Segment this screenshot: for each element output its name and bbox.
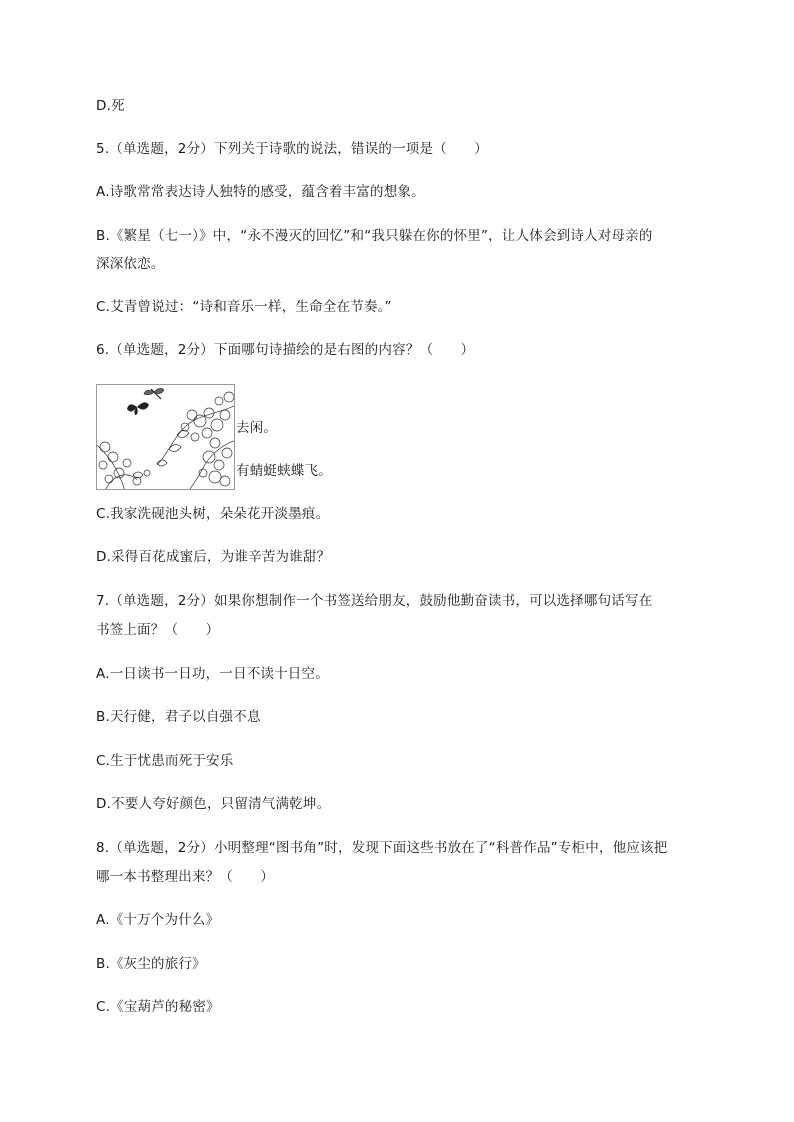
q8-option-a: A.《十万个为什么》 — [96, 912, 220, 928]
q8-stem-line2: 哪一本书整理出来？（ ） — [96, 869, 275, 885]
q7-option-c: C.生于忧患而死于安乐 — [96, 753, 234, 769]
q8-option-c: C.《宝葫芦的秘密》 — [96, 999, 220, 1015]
q8-stem-line1: 8.（单选题，2分）小明整理“图书角”时，发现下面这些书放在了“科普作品”专柜中，他应该把 — [96, 840, 668, 856]
q8-option-b: B.《灰尘的旅行》 — [96, 956, 206, 972]
q7-option-d: D.不要人夸好颜色，只留清气满乾坤。 — [96, 796, 331, 812]
q6-option-c: C.我家洗砚池头树，朵朵花开淡墨痕。 — [96, 506, 330, 522]
q5-option-b-line2: 深深依恋。 — [96, 256, 165, 272]
q7-stem-line1: 7.（单选题，2分）如果你想制作一个书签送给朋友，鼓励他勤奋读书，可以选择哪句话写在 — [96, 593, 653, 609]
flowers-butterfly-dragonfly-drawing — [97, 385, 235, 490]
q7-option-b: B.天行健，君子以自强不息 — [96, 709, 261, 725]
q5-stem: 5.（单选题，2分）下列关于诗歌的说法，错误的一项是（ ） — [96, 141, 488, 157]
q5-option-c: C.艾青曾说过：“诗和音乐一样，生命全在节奏。” — [96, 299, 392, 315]
q7-stem-line2: 书签上面？（ ） — [96, 622, 220, 638]
q7-option-a: A.一日读书一日功，一日不读十日空。 — [96, 666, 329, 682]
q4-option-d: D.死 — [96, 98, 125, 114]
q6-option-a-partial: 去闲。 — [236, 420, 278, 436]
q6-stem: 6.（单选题，2分）下面哪句诗描绘的是右图的内容？（ ） — [96, 342, 475, 358]
q5-option-b-line1: B.《繁星（七一）》中，“永不漫灭的回忆”和“我只躲在你的怀里”，让人体会到诗人对母亲的 — [96, 228, 653, 244]
q6-illustration — [96, 384, 235, 490]
q6-option-d: D.采得百花成蜜后，为谁辛苦为谁甜？ — [96, 549, 331, 565]
q5-option-a: A.诗歌常常表达诗人独特的感受，蕴含着丰富的想象。 — [96, 184, 425, 200]
q6-option-b-partial: 有蜻蜓蛱蝶飞。 — [236, 463, 332, 479]
